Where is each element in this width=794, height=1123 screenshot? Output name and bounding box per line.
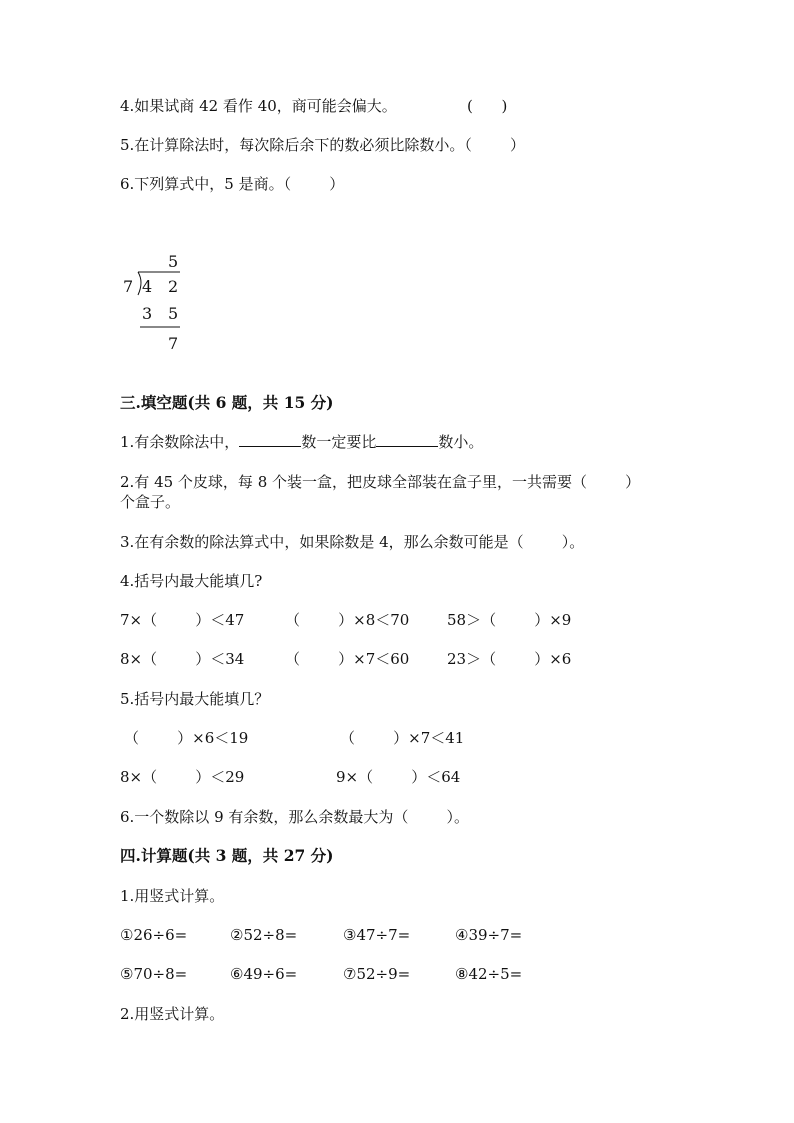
fill-q5-item[interactable]: 9×（ ）＜64 <box>336 768 461 786</box>
fill-q4: 4.括号内最大能填几? <box>120 572 263 590</box>
calc-q2: 2.用竖式计算。 <box>120 1005 225 1023</box>
calc-item: ②52÷8= <box>230 926 298 944</box>
fill-q3: 3.在有余数的除法算式中，如果除数是 4，那么余数可能是（ ）。 <box>120 533 585 551</box>
fill-q5: 5.括号内最大能填几？ <box>120 690 270 708</box>
fill-q2-line2: 个盒子。 <box>120 493 181 511</box>
fill-q4-item[interactable]: （ ）×8＜70 <box>285 611 410 629</box>
fill-q1: 1.有余数除法中， 数一定要比 数小。 <box>120 433 484 451</box>
fill-q4-item[interactable]: （ ）×7＜60 <box>285 650 410 668</box>
judge-q5: 5.在计算除法时，每次除后余下的数必须比除数小。（ ） <box>120 136 525 154</box>
product-ones-digit: 5 <box>168 304 179 323</box>
calc-item: ⑤70÷8= <box>120 965 188 983</box>
fill-q4-item[interactable]: 8×（ ）＜34 <box>120 650 245 668</box>
calc-item: ⑧42÷5= <box>455 965 523 983</box>
section3-title: 三.填空题(共 6 题，共 15 分) <box>120 393 334 412</box>
judge-q4-answer-paren[interactable]: ( ) <box>467 97 508 115</box>
judge-q6: 6.下列算式中，5 是商。（ ） <box>120 175 345 193</box>
dividend-ones-digit: 2 <box>168 277 179 296</box>
section4-title: 四.计算题(共 3 题，共 27 分) <box>120 846 334 865</box>
fill-q1-blank-1[interactable] <box>239 432 301 447</box>
calc-item: ④39÷7= <box>455 926 523 944</box>
calc-item: ③47÷7= <box>343 926 411 944</box>
quotient-digit: 5 <box>168 252 179 271</box>
calc-item: ⑥49÷6= <box>230 965 298 983</box>
fill-q1-blank-2[interactable] <box>376 432 438 447</box>
long-division-figure <box>120 250 200 360</box>
fill-q5-item[interactable]: 8×（ ）＜29 <box>120 768 245 786</box>
calc-item: ⑦52÷9= <box>343 965 411 983</box>
judge-q4: 4.如果试商 42 看作 40，商可能会偏大。 <box>120 97 397 115</box>
fill-q6: 6.一个数除以 9 有余数，那么余数最大为（ ）。 <box>120 808 470 826</box>
remainder-digit: 7 <box>168 334 179 353</box>
long-division-lines <box>120 250 200 360</box>
fill-q4-item[interactable]: 7×（ ）＜47 <box>120 611 245 629</box>
calc-item: ①26÷6= <box>120 926 188 944</box>
divisor-digit: 7 <box>123 277 134 296</box>
dividend-tens-digit: 4 <box>142 277 153 296</box>
product-tens-digit: 3 <box>142 304 153 323</box>
fill-q5-item[interactable]: （ ）×7＜41 <box>340 729 465 747</box>
fill-q2-line1: 2.有 45 个皮球，每 8 个装一盒，把皮球全部装在盒子里，一共需要（ ） <box>120 473 641 491</box>
calc-q1: 1.用竖式计算。 <box>120 887 225 905</box>
fill-q5-item[interactable]: （ ）×6＜19 <box>124 729 249 747</box>
fill-q4-item[interactable]: 23＞（ ）×6 <box>447 650 572 668</box>
fill-q4-item[interactable]: 58＞（ ）×9 <box>447 611 572 629</box>
